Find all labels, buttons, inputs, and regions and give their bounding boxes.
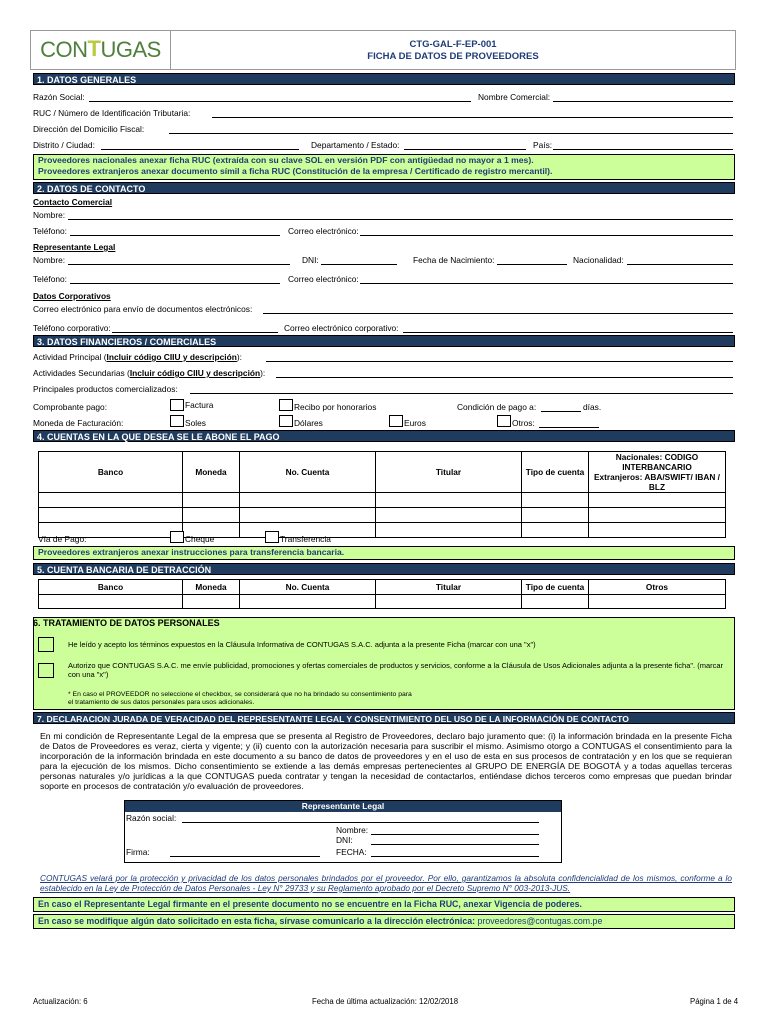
col-codigo-nacionales: Nacionales: CODIGO INTERBANCARIO bbox=[615, 452, 699, 472]
section-5-header: 5. CUENTA BANCARIA DE DETRACCIÓN bbox=[33, 563, 735, 575]
section-6-header: 6. TRATAMIENTO DE DATOS PERSONALES bbox=[33, 618, 220, 628]
section-7-header: 7. DECLARACION JURADA DE VERACIDAD DEL REPRESENTANTE LEGAL Y CONSENTIMIENTO DEL USO DE LA INFORMACIÓN DE CONTACTO bbox=[33, 712, 735, 724]
label-cheque: Cheque bbox=[185, 534, 215, 544]
representante-legal-heading: Representante Legal bbox=[33, 242, 116, 252]
header bbox=[30, 30, 736, 70]
col-banco: Banco bbox=[39, 452, 183, 493]
act-prefix: Actividad Principal ( bbox=[33, 352, 107, 362]
label-rep-firma: Firma: bbox=[126, 847, 150, 857]
ruc-note-extranjeros: Proveedores extranjeros anexar documento símil a ficha RUC (Constitución de la empresa / Certificado de registro mercantil). bbox=[38, 166, 553, 176]
label-rep-fecha: FECHA: bbox=[336, 847, 367, 857]
label-tel-corp: Teléfono corporativo: bbox=[33, 323, 111, 333]
table-row[interactable] bbox=[39, 508, 726, 523]
contacto-comercial-heading: Contacto Comercial bbox=[33, 197, 113, 207]
label-cc-nombre: Nombre: bbox=[33, 210, 66, 220]
section-1-header: 1. DATOS GENERALES bbox=[33, 73, 735, 85]
consent-note-1: * En caso el PROVEEDOR no seleccione el checkbox, se considerará que no ha brindado su consentimiento para bbox=[68, 691, 412, 698]
col-codigo-extranjeros: Extranjeros: ABA/SWIFT/ IBAN / BLZ bbox=[593, 472, 720, 492]
table-row[interactable] bbox=[39, 523, 726, 538]
rl-nombre-field[interactable] bbox=[68, 255, 290, 265]
label-productos: Principales productos comercializados: bbox=[33, 384, 178, 394]
pais-field[interactable] bbox=[553, 140, 733, 150]
usos-adicionales-text: Autorizo que CONTUGAS S.A.C. me envíe publicidad, promociones y ofertas comerciales de productos y servicios, conforme a la Cláusula de Usos Adicionales adjunta a la presente ficha". (marcar con una "x") bbox=[68, 661, 724, 679]
clausula-informativa-checkbox[interactable] bbox=[38, 637, 54, 652]
euros-checkbox[interactable] bbox=[389, 415, 403, 427]
acts-prefix: Actividades Secundarias ( bbox=[33, 368, 130, 378]
det-col-titular: Titular bbox=[376, 580, 522, 595]
privacidad-text: CONTUGAS velará por la protección y privacidad de los datos personales brindados por el proveedor. Por ello, garantizamos la absoluta confidencialidad de los mismos, conforme a lo establecido en la Ley de Protección de Datos Personales - Ley N° 29733 y su Reglamento aprobado por el Decreto Supremo N° 003-2013-JUS. bbox=[40, 873, 732, 893]
detraccion-table bbox=[38, 579, 726, 609]
clausula-informativa-text: He leído y acepto los términos expuestos en la Cláusula Informativa de CONTUGAS S.A.C. adjunta a la presente Ficha (marcar con una "x") bbox=[68, 640, 536, 649]
det-col-moneda: Moneda bbox=[183, 580, 240, 595]
col-codigo bbox=[589, 452, 726, 493]
label-otros: Otros: bbox=[512, 418, 535, 428]
header-title-block bbox=[171, 31, 735, 69]
transferencia-note-box bbox=[33, 546, 735, 560]
label-departamento: Departamento / Estado: bbox=[311, 140, 400, 150]
modificacion-text: En caso se modifique algún dato solicitado en esta ficha, sírvase comunicarlo a la dirección electrónica: bbox=[38, 916, 476, 926]
det-col-otros: Otros bbox=[589, 580, 726, 595]
rl-dni-field[interactable] bbox=[321, 255, 397, 265]
otros-checkbox[interactable] bbox=[497, 415, 511, 427]
factura-checkbox[interactable] bbox=[170, 399, 184, 411]
label-razon-social: Razón Social: bbox=[33, 92, 85, 102]
label-ruc: RUC / Número de Identificación Tributaria: bbox=[33, 108, 191, 118]
label-distrito: Distrito / Ciudad: bbox=[33, 140, 95, 150]
razon-social-field[interactable] bbox=[89, 92, 471, 102]
footer-actualizacion: Actualización: 6 bbox=[33, 997, 88, 1006]
label-transferencia: Transferencia bbox=[280, 534, 331, 544]
cuentas-table-header bbox=[39, 452, 726, 493]
table-row[interactable] bbox=[39, 595, 726, 609]
footer-page: Página 1 de 4 bbox=[690, 997, 739, 1006]
label-dias: días. bbox=[583, 402, 602, 412]
label-actividad-principal bbox=[33, 352, 242, 363]
label-nombre-comercial: Nombre Comercial: bbox=[478, 92, 551, 102]
rep-header: Representante Legal bbox=[125, 801, 561, 812]
ruc-field[interactable] bbox=[212, 108, 733, 118]
label-factura: Factura bbox=[185, 400, 214, 410]
vigencia-note: En caso el Representante Legal firmante en el presente documento no se encuentre en la Ficha RUC, anexar Vigencia de poderes. bbox=[38, 899, 582, 909]
col-moneda: Moneda bbox=[183, 452, 240, 493]
actividad-principal-field[interactable] bbox=[266, 352, 733, 362]
label-rl-dni: DNI: bbox=[302, 255, 319, 265]
section-2-header: 2. DATOS DE CONTACTO bbox=[33, 182, 735, 194]
label-rep-razon: Razón social: bbox=[126, 813, 177, 823]
label-rl-correo: Correo electrónico: bbox=[288, 274, 359, 284]
condicion-dias-field[interactable] bbox=[541, 402, 581, 412]
acts-suffix: ): bbox=[260, 368, 266, 378]
label-actividades-secundarias bbox=[33, 368, 265, 379]
label-pais: País: bbox=[533, 140, 553, 150]
col-titular: Titular bbox=[376, 452, 522, 493]
rl-correo-field[interactable] bbox=[360, 274, 733, 284]
otros-moneda-field[interactable] bbox=[539, 418, 599, 428]
modificacion-note-box bbox=[33, 914, 735, 929]
cheque-checkbox[interactable] bbox=[170, 531, 184, 543]
doc-title: FICHA DE DATOS DE PROVEEDORES bbox=[367, 51, 539, 62]
det-col-banco: Banco bbox=[39, 580, 183, 595]
departamento-field[interactable] bbox=[404, 140, 526, 150]
consent-note-2: el tratamiento de sus datos personales para usos adicionales. bbox=[68, 699, 255, 706]
section-4-header: 4. CUENTAS EN LA QUE DESEA SE LE ABONE EL PAGO bbox=[33, 430, 735, 442]
email-link[interactable]: proveedores@contugas.com.pe bbox=[477, 916, 603, 926]
label-rep-dni: DNI: bbox=[336, 835, 353, 845]
rl-fecha-nac-field[interactable] bbox=[497, 255, 567, 265]
detraccion-table-header bbox=[39, 580, 726, 595]
ruc-note-nacionales: Proveedores nacionales anexar ficha RUC (extraída con su clave SOL en versión PDF con antigüedad no mayor a 1 mes). bbox=[38, 155, 534, 165]
cc-nombre-field[interactable] bbox=[68, 210, 733, 220]
direccion-field[interactable] bbox=[169, 124, 733, 134]
correo-envio-field[interactable] bbox=[263, 304, 733, 314]
rep-nombre-field[interactable] bbox=[371, 825, 539, 835]
tel-corp-field[interactable] bbox=[112, 323, 278, 333]
cuentas-table bbox=[38, 451, 726, 538]
label-rl-nombre: Nombre: bbox=[33, 255, 66, 265]
soles-checkbox[interactable] bbox=[170, 415, 184, 427]
nombre-comercial-field[interactable] bbox=[553, 92, 733, 102]
vigencia-note-box bbox=[33, 897, 735, 912]
label-rep-nombre: Nombre: bbox=[336, 825, 369, 835]
ruc-note-box bbox=[33, 154, 735, 180]
acts-ciiu: Incluir código CIIU y descripción bbox=[129, 368, 261, 378]
label-cc-telefono: Teléfono: bbox=[33, 226, 67, 236]
rl-telefono-field[interactable] bbox=[70, 274, 280, 284]
col-tipo-cuenta: Tipo de cuenta bbox=[522, 452, 589, 493]
label-via-pago: Vía de Pago: bbox=[38, 534, 87, 544]
det-col-tipo-cuenta: Tipo de cuenta bbox=[522, 580, 589, 595]
label-rl-telefono: Teléfono: bbox=[33, 274, 67, 284]
label-dolares: Dólares bbox=[294, 418, 323, 428]
distrito-field[interactable] bbox=[101, 140, 299, 150]
act-suffix: ): bbox=[236, 352, 242, 362]
modificacion-note bbox=[34, 915, 734, 928]
declaracion-text: En mi condición de Representante Legal de la empresa que se presenta al Registro de Proveedores, declaro bajo juramento que: (i) la información brindada en la presente Ficha de Datos de Proveedores es veraz, cierta y vigente; y (ii) cuento con la autorización necesaria para suscribir el mismo. Asimismo otorgo a CONTUGAS el consentimiento para la incorporación de la información brindada en este documento a su banco de datos de proveedores y en el uso de esta en sus procesos de contratación y en los que se requieran para la ejecución de los mismos. Dicho consentimiento se extiende a las demás empresas pertenecientes al GRUPO DE ENERGÍA DE BOGOTÁ y a todas aquellas terceras personas naturales y/o jurídicas a la que CONTUGAS pueda contratar y tengan la necesidad de contactarlos, entiéndase dichos terceros como empresas que puedan brindar soporte en procesos de contratación y/o evaluación de proveedores. bbox=[40, 731, 732, 791]
label-rl-nacionalidad: Nacionalidad: bbox=[573, 255, 624, 265]
transferencia-checkbox[interactable] bbox=[265, 531, 279, 543]
rep-razon-field[interactable] bbox=[182, 813, 539, 823]
label-euros: Euros bbox=[404, 418, 426, 428]
doc-code: CTG-GAL-F-EP-001 bbox=[409, 39, 497, 50]
act-ciiu: Incluir código CIIU y descripción bbox=[106, 352, 237, 362]
usos-adicionales-checkbox[interactable] bbox=[38, 663, 54, 678]
dolares-checkbox[interactable] bbox=[279, 415, 293, 427]
section-3-header: 3. DATOS FINANCIEROS / COMERCIALES bbox=[33, 335, 735, 347]
label-correo-envio: Correo electrónico para envío de documentos electrónicos: bbox=[33, 304, 253, 314]
datos-corporativos-heading: Datos Corporativos bbox=[33, 291, 111, 301]
label-condicion: Condición de pago a: bbox=[457, 402, 537, 412]
label-recibo: Recibo por honorarios bbox=[294, 402, 377, 412]
rep-fecha-field[interactable] bbox=[371, 847, 539, 857]
rep-firma-field[interactable] bbox=[170, 847, 320, 857]
label-cc-correo: Correo electrónico: bbox=[288, 226, 359, 236]
actividades-secundarias-field[interactable] bbox=[276, 368, 733, 378]
table-row[interactable] bbox=[39, 493, 726, 508]
correo-corp-field[interactable] bbox=[403, 323, 733, 333]
det-col-no-cuenta: No. Cuenta bbox=[240, 580, 376, 595]
footer-fecha: Fecha de última actualización: 12/02/2018 bbox=[312, 997, 459, 1006]
recibo-checkbox[interactable] bbox=[279, 399, 293, 411]
contugas-logo: CON T UGAS bbox=[31, 31, 171, 69]
rl-nacionalidad-field[interactable] bbox=[627, 255, 733, 265]
transferencia-note: Proveedores extranjeros anexar instrucciones para transferencia bancaria. bbox=[38, 547, 345, 557]
label-rl-fecha-nac: Fecha de Nacimiento: bbox=[413, 255, 495, 265]
cc-telefono-field[interactable] bbox=[70, 226, 280, 236]
label-direccion: Dirección del Domicilio Fiscal: bbox=[33, 124, 145, 134]
col-no-cuenta: No. Cuenta bbox=[240, 452, 376, 493]
label-correo-corp: Correo electrónico corporativo: bbox=[284, 323, 399, 333]
label-comprobante: Comprobante pago: bbox=[33, 402, 108, 412]
label-soles: Soles bbox=[185, 418, 206, 428]
label-moneda: Moneda de Facturación: bbox=[33, 418, 124, 428]
cc-correo-field[interactable] bbox=[360, 226, 733, 236]
productos-field[interactable] bbox=[190, 384, 733, 394]
rep-dni-field[interactable] bbox=[371, 835, 539, 845]
